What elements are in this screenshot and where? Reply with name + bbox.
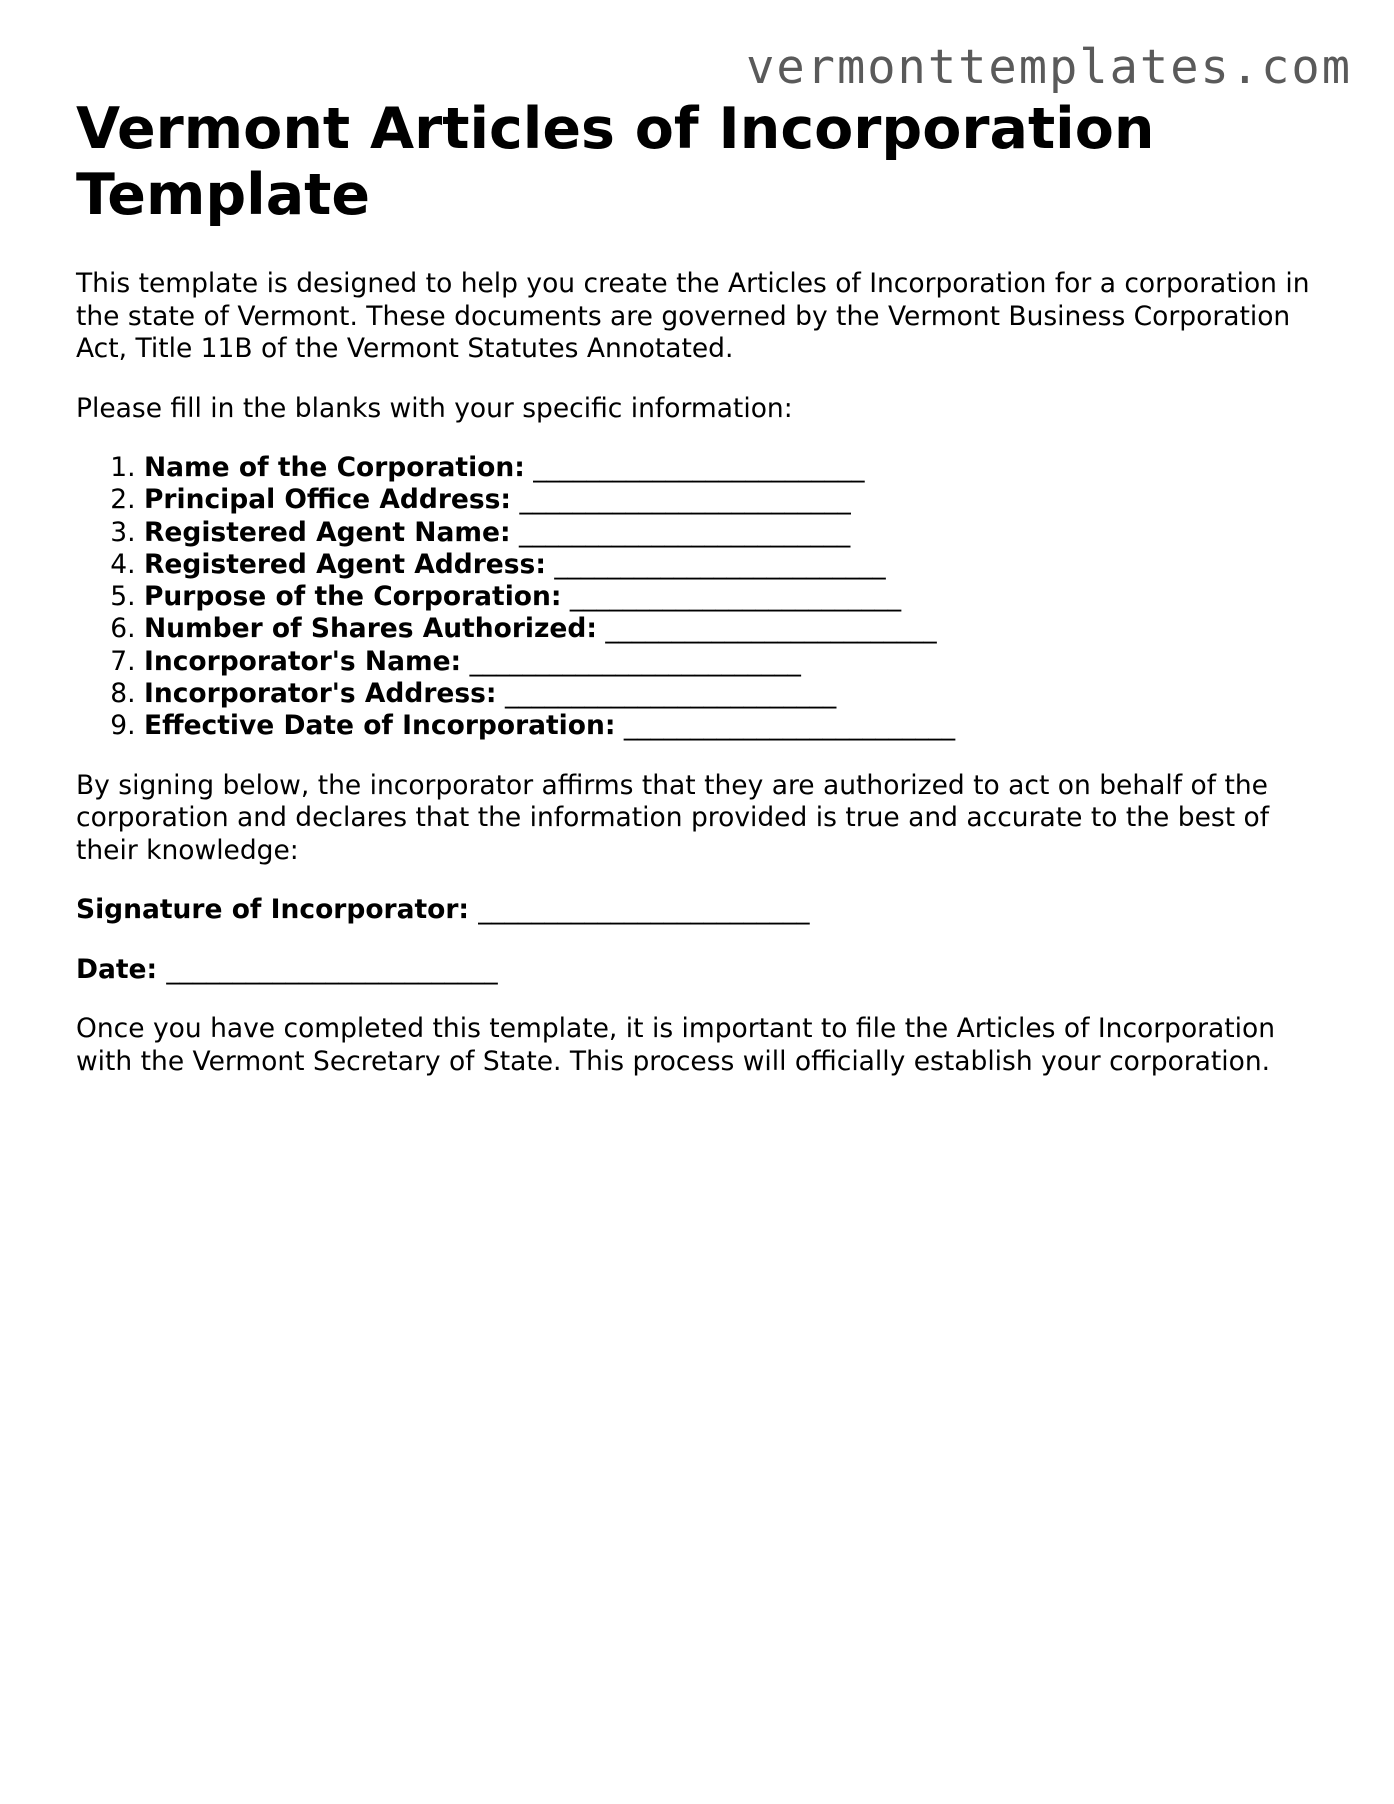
date-blank[interactable]: _________________________	[166, 953, 498, 985]
fill-blank[interactable]: _________________________	[469, 645, 801, 677]
date-label: Date:	[76, 953, 158, 985]
fill-blank[interactable]: _________________________	[623, 710, 956, 742]
list-item	[144, 452, 1336, 484]
field-label-principal-office: Principal Office Address:	[144, 484, 512, 516]
signature-blank[interactable]: _________________________	[478, 894, 810, 926]
list-item	[144, 549, 1336, 581]
fields-list	[76, 452, 1336, 743]
list-item	[144, 613, 1336, 645]
list-item	[144, 646, 1336, 678]
fill-blank[interactable]: _________________________	[554, 548, 886, 580]
signature-label: Signature of Incorporator:	[76, 894, 470, 926]
list-item	[144, 710, 1336, 742]
affirmation-paragraph: By signing below, the incorporator affirms that they are authorized to act on behalf of the corporation and declares that the information provided is true and accurate to the best of their knowledge:	[76, 769, 1270, 866]
page-title: Vermont Articles of Incorporation Template	[76, 96, 1155, 228]
fill-blank[interactable]: _________________________	[519, 484, 851, 516]
site-watermark: vermonttemplates.com	[746, 40, 1352, 95]
fill-blank[interactable]: _________________________	[605, 613, 937, 645]
list-item	[144, 484, 1336, 516]
field-label-shares: Number of Shares Authorized:	[144, 613, 597, 645]
instructions-paragraph: Please fill in the blanks with your specific information:	[76, 392, 793, 424]
list-item	[144, 581, 1336, 613]
fill-blank[interactable]: _________________________	[504, 678, 837, 710]
fill-blank[interactable]: _________________________	[533, 452, 865, 483]
field-label-purpose: Purpose of the Corporation:	[144, 581, 562, 613]
list-item	[144, 678, 1336, 710]
field-label-effective-date: Effective Date of Incorporation:	[144, 710, 616, 742]
fill-blank[interactable]: _________________________	[569, 581, 902, 613]
intro-paragraph: This template is designed to help you create the Articles of Incorporation for a corporation in the state of Vermont. These documents are governed by the Vermont Business Corporation Act, Title 11B of the Vermont Statutes Annotated.	[76, 268, 1310, 364]
field-label-agent-address: Registered Agent Address:	[144, 548, 546, 580]
fill-blank[interactable]: _________________________	[518, 516, 851, 548]
field-label-corporation-name: Name of the Corporation:	[144, 452, 525, 483]
document-page	[76, 96, 1336, 1078]
field-label-incorporator-name: Incorporator's Name:	[144, 645, 462, 677]
closing-paragraph: Once you have completed this template, it is important to file the Articles of Incorporation with the Vermont Secretary of State. This process will officially establish your corporation.	[76, 1013, 1276, 1077]
signature-line	[76, 894, 1336, 927]
field-label-incorporator-address: Incorporator's Address:	[144, 678, 497, 710]
date-line	[76, 954, 1336, 987]
field-label-agent-name: Registered Agent Name:	[144, 516, 511, 548]
list-item	[144, 517, 1336, 549]
